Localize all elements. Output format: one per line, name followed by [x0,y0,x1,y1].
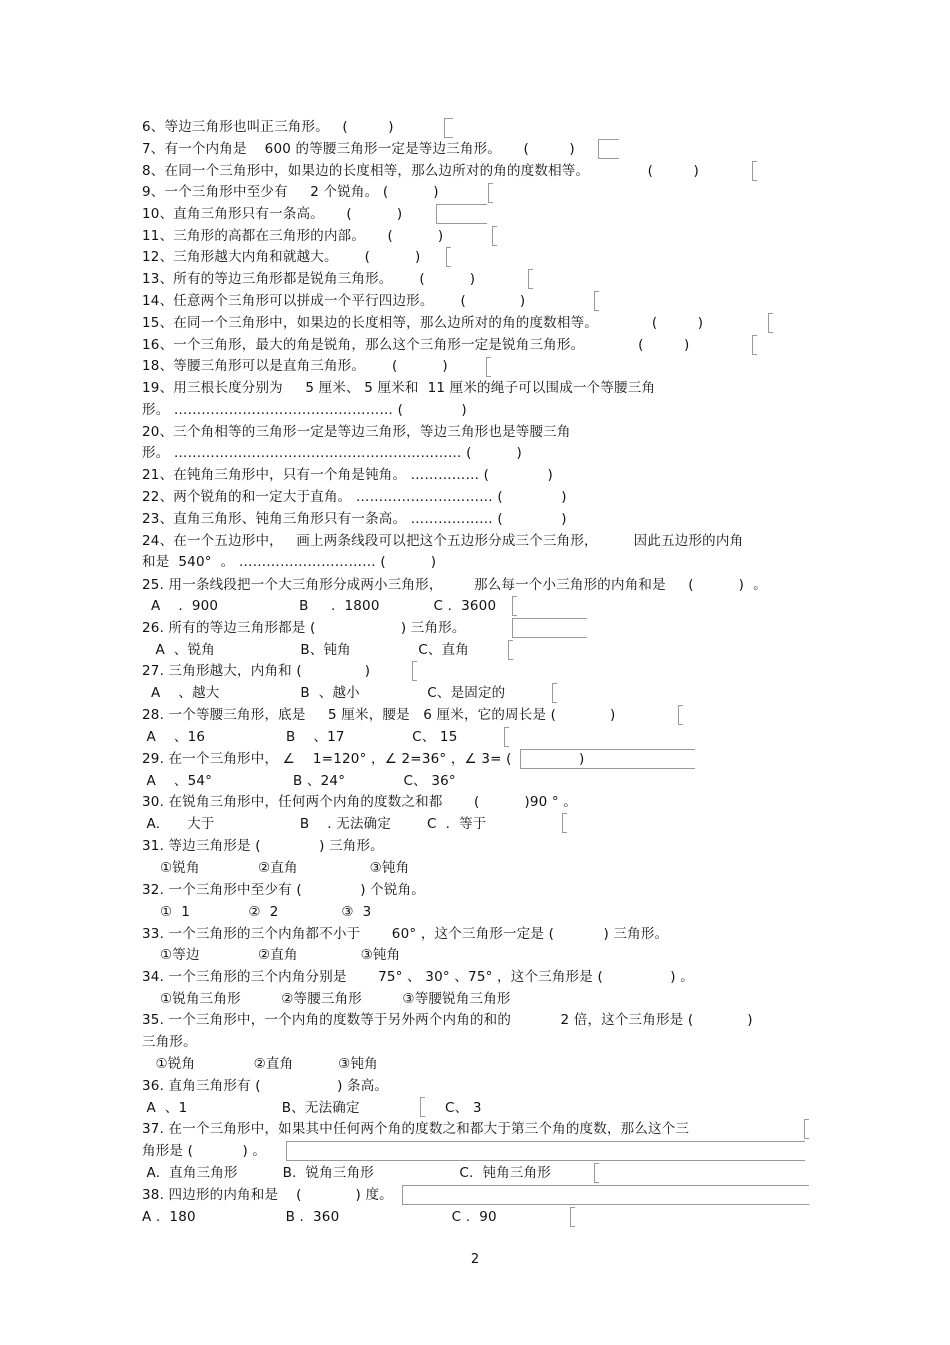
answer-box [552,683,557,703]
option-line: A 、54° B 、24° C、 36° [142,773,456,789]
question-line: 8、在同一个三角形中，如果边的长度相等，那么边所对的角的度数相等。 ( ) [142,163,699,179]
option-line: A 、16 B 、17 C、 15 [142,729,458,745]
answer-box [752,335,757,355]
question-line: 形。 ……………………………………………………… ( ) [142,445,522,461]
question-line: 14、任意两个三角形可以拼成一个平行四边形。 ( ) [142,293,526,309]
answer-box [488,183,493,203]
answer-box [678,705,683,725]
option-line: A 、锐角 B、钝角 C、直角 [142,642,469,658]
question-line: 18、等腰三角形可以是直角三角形。 ( ) [142,358,448,374]
question-line: 30. 在锐角三角形中，任何两个内角的度数之和都 ( )90 ° 。 [142,794,578,810]
question-line: 16、一个三角形，最大的角是锐角，那么这个三角形一定是锐角三角形。 ( ) [142,337,690,353]
question-line: 形。 ………………………………………… ( ) [142,402,467,418]
question-line: 23、直角三角形、钝角三角形只有一条高。 ……………… ( ) [142,511,567,527]
question-line: 35. 一个三角形中，一个内角的度数等于另外两个内角的和的 2 倍，这个三角形是 ( ) [142,1012,753,1028]
question-line: 19、用三根长度分别为 5 厘米、 5 厘米和 11 厘米的绳子可以围成一个等腰三角 [142,380,656,396]
page-number: 2 [470,1252,480,1267]
option-line: A 、1 B、无法确定 C、 3 [142,1100,482,1116]
question-line: 38. 四边形的内角和是 ( ) 度。 [142,1187,393,1203]
option-line: A. 直角三角形 B. 锐角三角形 C. 钝角三角形 [142,1165,551,1181]
question-line: 24、在一个五边形中， 画上两条线段可以把这个五边形分成三个三角形， 因此五边形的内角 [142,533,744,549]
question-line: 11、三角形的高都在三角形的内部。 ( ) [142,228,444,244]
question-line: 21、在钝角三角形中，只有一个角是钝角。 …………… ( ) [142,467,553,483]
question-line: 32. 一个三角形中至少有 ( ) 个锐角。 [142,882,425,898]
answer-box [752,161,757,181]
question-line: 12、三角形越大内角和就越大。 ( ) [142,249,421,265]
question-line: 33. 一个三角形的三个内角都不小于 60° ，这个三角形一定是 ( ) 三角形。 [142,926,669,942]
answer-box [446,247,451,267]
answer-box [804,1119,809,1139]
question-line: 角形是 ( ) 。 [142,1143,267,1159]
option-line: A. 大于 B . 无法确定 C . 等于 [142,816,487,832]
question-line: 31. 等边三角形是 ( ) 三角形。 [142,838,384,854]
answer-box [594,291,599,311]
answer-box [594,1163,599,1183]
question-line: 22、两个锐角的和一定大于直角。 ………………………… ( ) [142,489,567,505]
question-line: 9、一个三角形中至少有 2 个锐角。 ( ) [142,184,439,200]
option-line: A . 180 B . 360 C . 90 [142,1209,497,1225]
answer-box [286,1141,805,1161]
question-line: 36. 直角三角形有 ( ) 条高。 [142,1078,389,1094]
answer-box [412,661,417,681]
question-line: 6、等边三角形也叫正三角形。 ( ) [142,119,394,135]
answer-box [444,118,453,138]
question-line: 三角形。 [142,1034,197,1050]
question-line: 25. 用一条线段把一个大三角形分成两小三角形， 那么每一个小三角形的内角和是 ( ) 。 [142,577,767,593]
option-line: ①锐角 ②直角 ③钝角 [142,1056,378,1072]
question-line: 37. 在一个三角形中，如果其中任何两个角的度数之和都大于第三个角的度数，那么这个三 [142,1121,690,1137]
option-line: ①等边 ②直角 ③钝角 [142,947,401,963]
question-line: 29. 在一个三角形中， ∠ 1=120° ，∠ 2=36° ，∠ 3= ( ) [142,751,585,767]
answer-box [562,813,567,833]
question-line: 13、所有的等边三角形都是锐角三角形。 ( ) [142,271,476,287]
answer-box [768,313,773,333]
answer-box [508,640,513,660]
question-line: 10、直角三角形只有一条高。 ( ) [142,206,403,222]
option-line: A 、越大 B 、越小 C、是固定的 [142,685,506,701]
answer-box [570,1207,575,1227]
answer-box [504,727,509,747]
answer-box [436,204,487,224]
answer-box [512,596,517,616]
answer-box [512,618,587,638]
answer-box [598,139,619,159]
option-line: ①锐角三角形 ②等腰三角形 ③等腰锐角三角形 [142,991,511,1007]
option-line: ①锐角 ②直角 ③钝角 [142,860,410,876]
answer-box [486,357,491,377]
answer-box [492,226,497,246]
question-line: 7、有一个内角是 600 的等腰三角形一定是等边三角形。 ( ) [142,141,575,157]
question-line: 15、在同一个三角形中，如果边的长度相等，那么边所对的角的度数相等。 ( ) [142,315,704,331]
question-line: 34. 一个三角形的三个内角分别是 75° 、 30° 、75° ，这个三角形是 ( ) 。 [142,969,694,985]
answer-box [402,1185,809,1205]
question-line: 28. 一个等腰三角形，底是 5 厘米，腰是 6 厘米，它的周长是 ( ) [142,707,616,723]
answer-box [528,269,533,289]
question-line: 26. 所有的等边三角形都是 ( ) 三角形。 [142,620,466,636]
question-line: 20、三个角相等的三角形一定是等边三角形，等边三角形也是等腰三角 [142,424,571,440]
option-line: A . 900 B . 1800 C . 3600 [142,598,497,614]
option-line: ① 1 ② 2 ③ 3 [142,904,372,920]
question-line: 和是 540° 。 ………………………… ( ) [142,554,437,570]
question-line: 27. 三角形越大，内角和 ( ) [142,663,371,679]
